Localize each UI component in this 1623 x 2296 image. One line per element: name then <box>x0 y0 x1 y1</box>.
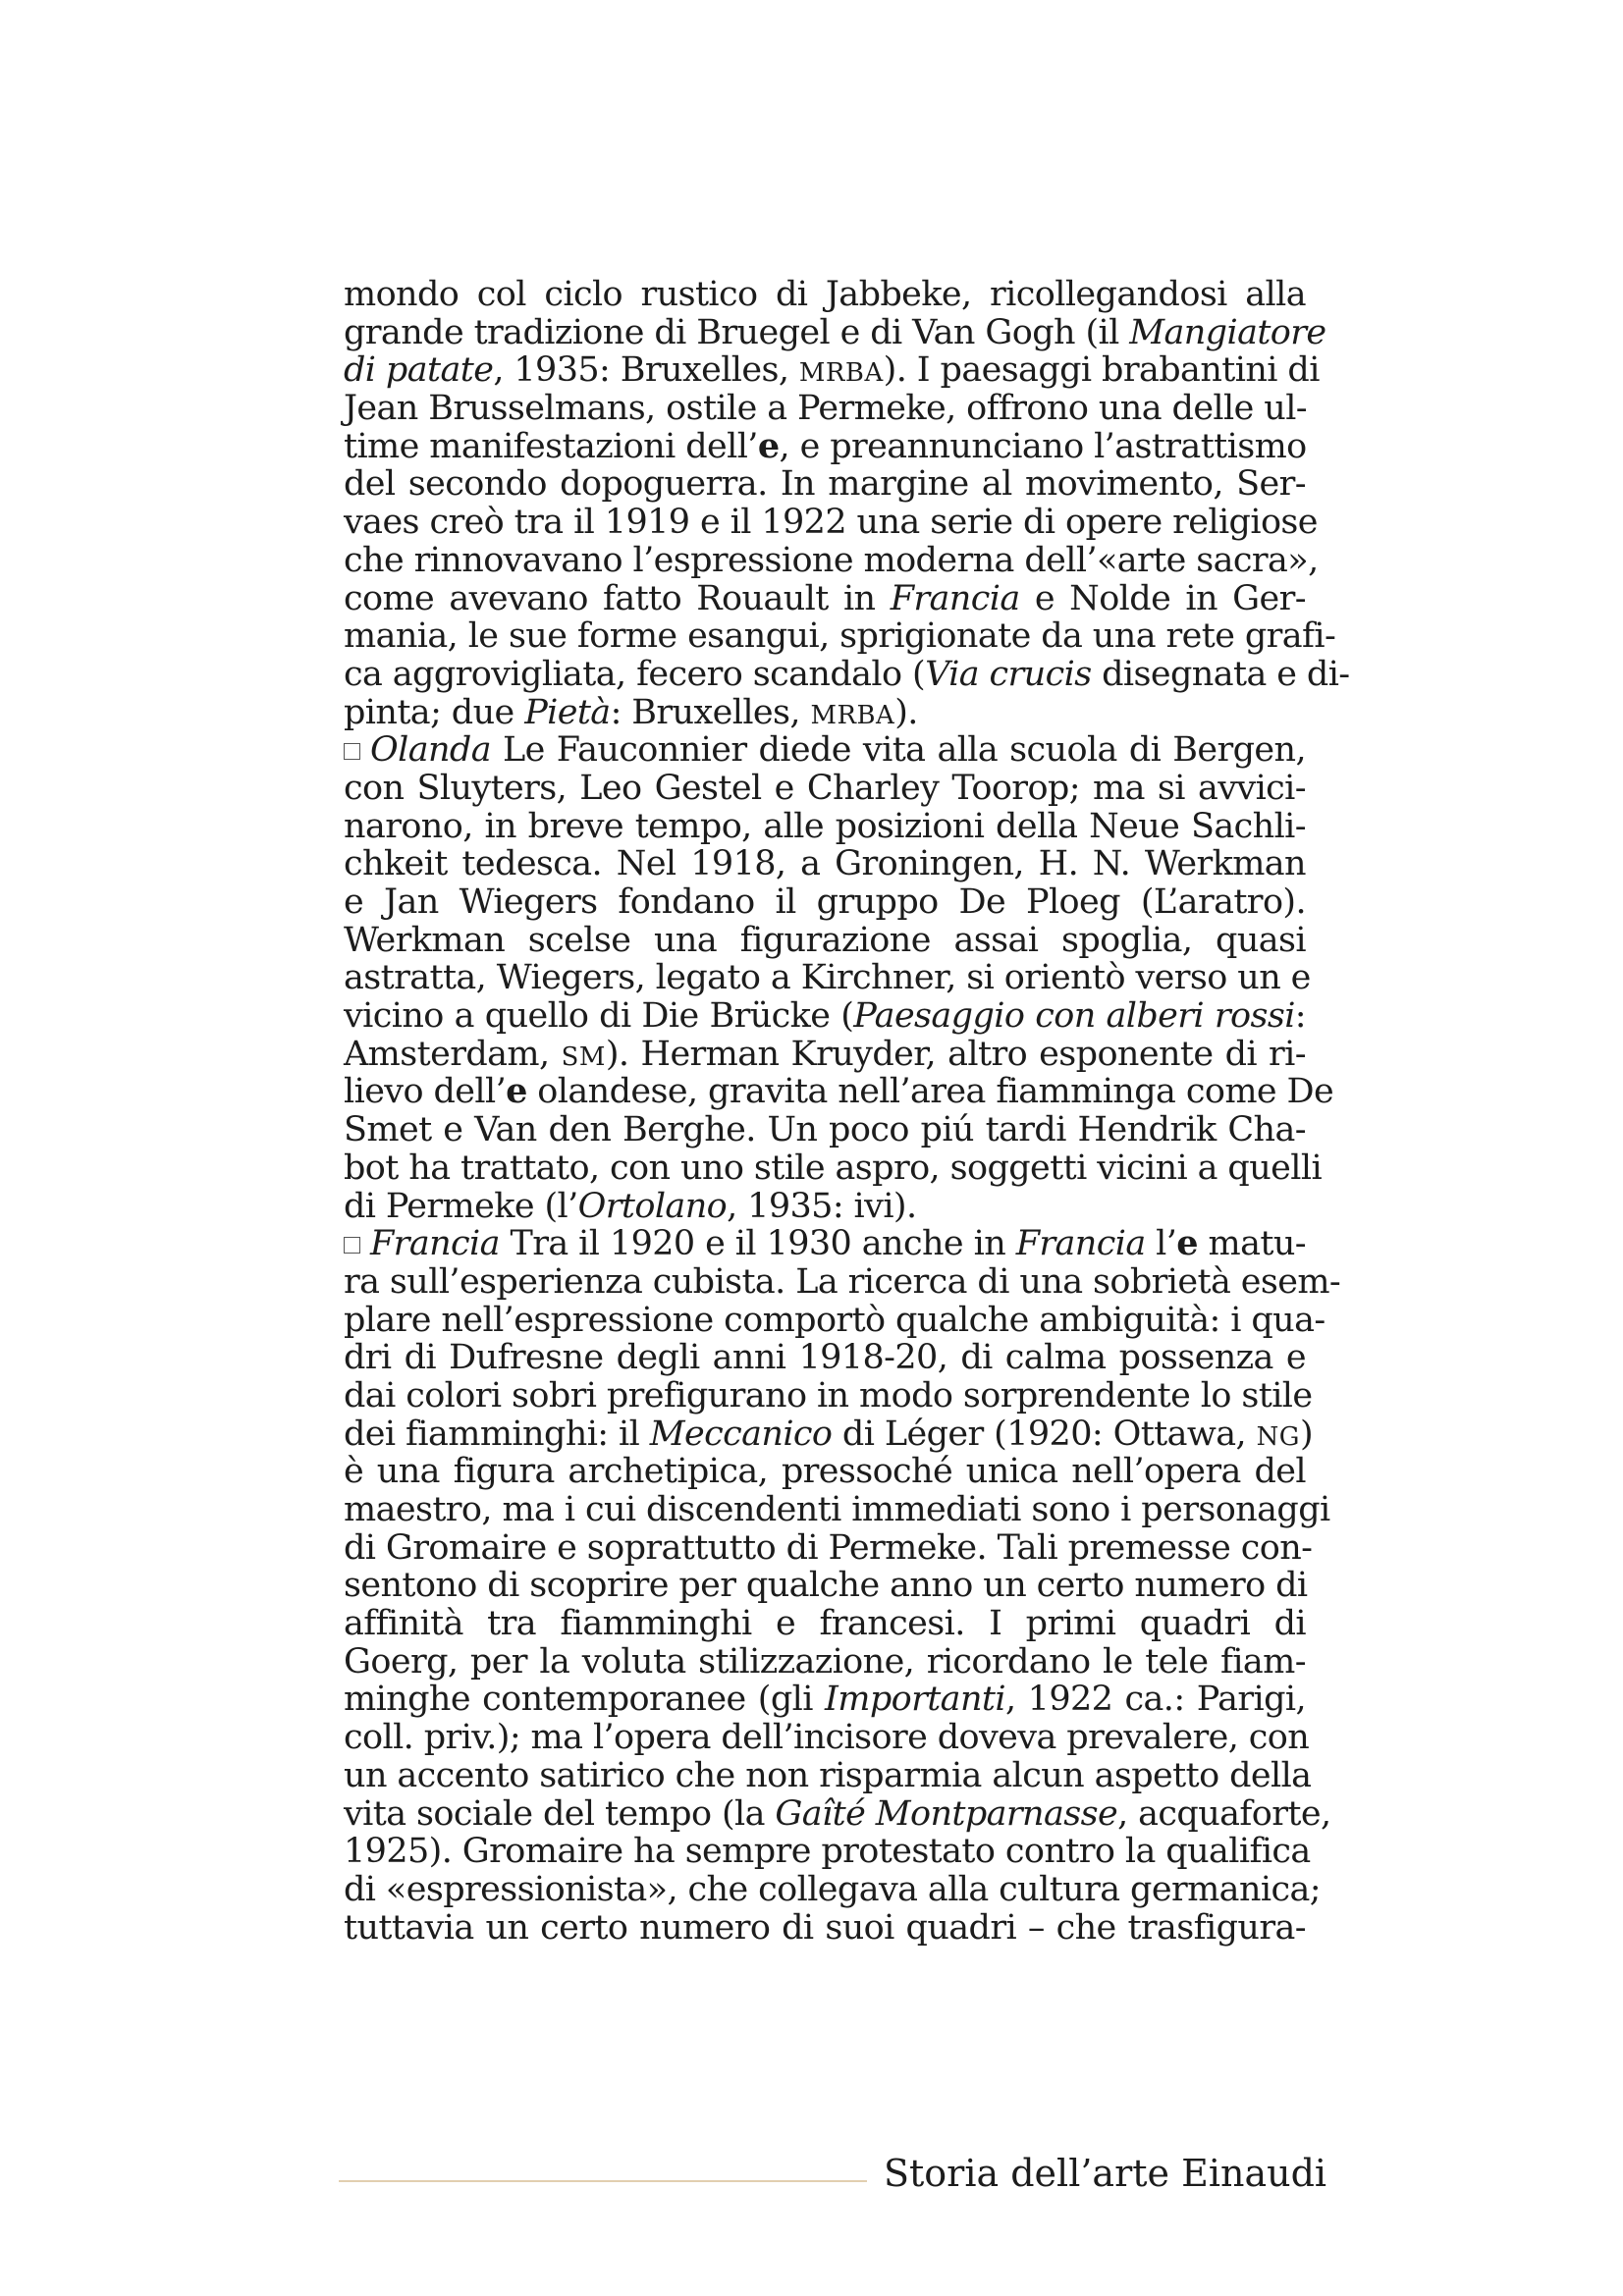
text-line: coll. priv.); ma l’opera dell’incisore doveva prevalere, con <box>344 1718 1310 1758</box>
text-line: chkeit tedesca. Nel 1918, a Groningen, H. N. Werkman <box>344 844 1306 884</box>
text-line: tuttavia un certo numero di suoi quadri – che trasfigura- <box>344 1907 1306 1948</box>
text-line: 1925). Gromaire ha sempre protestato contro la qualifica <box>344 1832 1311 1872</box>
section-square-icon <box>344 743 360 760</box>
text-line: Smet e Van den Berghe. Un poco piú tardi Hendrik Cha- <box>344 1110 1306 1150</box>
footer-rule <box>339 2180 867 2182</box>
text-line: di patate, 1935: Bruxelles, MRBA). I paesaggi brabantini di <box>344 350 1320 391</box>
text-line: mondo col ciclo rustico di Jabbeke, ricollegandosi alla <box>344 275 1306 314</box>
text-line: mania, le sue forme esangui, sprigionate da una rete grafi- <box>344 616 1336 657</box>
text-line: con Sluyters, Leo Gestel e Charley Toorop; ma si avvici- <box>344 768 1306 808</box>
text-line: come avevano fatto Rouault in Francia e Nolde in Ger- <box>344 578 1307 618</box>
text-line: di «espressionista», che collegava alla cultura germanica; <box>344 1869 1321 1909</box>
text-line: grande tradizione di Bruegel e di Van Gogh (il Mangiatore <box>344 312 1326 352</box>
text-line: del secondo dopoguerra. In margine al movimento, Ser- <box>344 464 1306 505</box>
text-line: minghe contemporanee (gli Importanti, 1922 ca.: Parigi, <box>344 1680 1306 1720</box>
text-line: vicino a quello di Die Brücke (Paesaggio con alberi rossi: <box>344 996 1306 1037</box>
text-line: bot ha trattato, con uno stile aspro, soggetti vicini a quelli <box>344 1148 1323 1188</box>
text-line: astratta, Wiegers, legato a Kirchner, si orientò verso un e <box>344 958 1311 998</box>
text-line: plare nell’espressione comportò qualche ambiguità: i qua- <box>344 1300 1325 1340</box>
text-line: narono, in breve tempo, alle posizioni della Neue Sachli- <box>344 806 1306 846</box>
text-line: lievo dell’e olandese, gravita nell’area fiamminga come De <box>344 1071 1334 1112</box>
text-line: dai colori sobri prefigurano in modo sorprendente lo stile <box>344 1375 1313 1415</box>
text-line: Werkman scelse una figurazione assai spoglia, quasi <box>344 920 1306 960</box>
text-line: time manifestazioni dell’e, e preannunciano l’astrattismo <box>344 425 1307 466</box>
section-square-icon <box>344 1237 360 1254</box>
text-line: Goerg, per la voluta stilizzazione, ricordano le tele fiam- <box>344 1641 1306 1682</box>
body-text <box>344 275 1350 1948</box>
text-line: pinta; due Pietà: Bruxelles, MRBA). <box>344 692 918 732</box>
text-line: ca aggrovigliata, fecero scandalo (Via crucis disegnata e di- <box>344 654 1350 694</box>
text-line: Jean Brusselmans, ostile a Permeke, offrono una delle ul- <box>344 389 1308 429</box>
text-line: maestro, ma i cui discendenti immediati sono i personaggi <box>344 1490 1330 1529</box>
text-line: vaes creò tra il 1919 e il 1922 una serie di opere religiose <box>344 503 1318 543</box>
section-line-francia: Francia Tra il 1920 e il 1930 anche in Francia l’e matu- <box>344 1225 1306 1263</box>
text-line: e Jan Wiegers fondano il gruppo De Ploeg (L’aratro). <box>344 882 1306 922</box>
text-line: un accento satirico che non risparmia alcun aspetto della <box>344 1755 1312 1795</box>
footer-title: Storia dell’arte Einaudi <box>884 2152 1327 2195</box>
text-line: di Permeke (l’Ortolano, 1935: ivi). <box>344 1186 917 1226</box>
text-line: ra sull’esperienza cubista. La ricerca di una sobrietà esem- <box>344 1261 1341 1302</box>
text-line: che rinnovavano l’espressione moderna dell’«arte sacra», <box>344 540 1319 580</box>
text-line: vita sociale del tempo (la Gaîté Montparnasse, acquaforte, <box>344 1793 1331 1834</box>
text-line: è una figura archetipica, pressoché unica nell’opera del <box>344 1452 1306 1492</box>
text-line: sentono di scoprire per qualche anno un certo numero di <box>344 1566 1308 1606</box>
text-line: affinità tra fiamminghi e francesi. I primi quadri di <box>344 1604 1306 1644</box>
text-line: Amsterdam, SM). Herman Kruyder, altro esponente di ri- <box>344 1034 1307 1074</box>
section-line-olanda: Olanda Le Fauconnier diede vita alla scuola di Bergen, <box>344 731 1306 770</box>
text-line: dri di Dufresne degli anni 1918-20, di calma possenza e <box>344 1338 1306 1378</box>
text-line: di Gromaire e soprattutto di Permeke. Tali premesse con- <box>344 1527 1313 1568</box>
text-line: dei fiamminghi: il Meccanico di Léger (1920: Ottawa, NG) <box>344 1414 1313 1454</box>
